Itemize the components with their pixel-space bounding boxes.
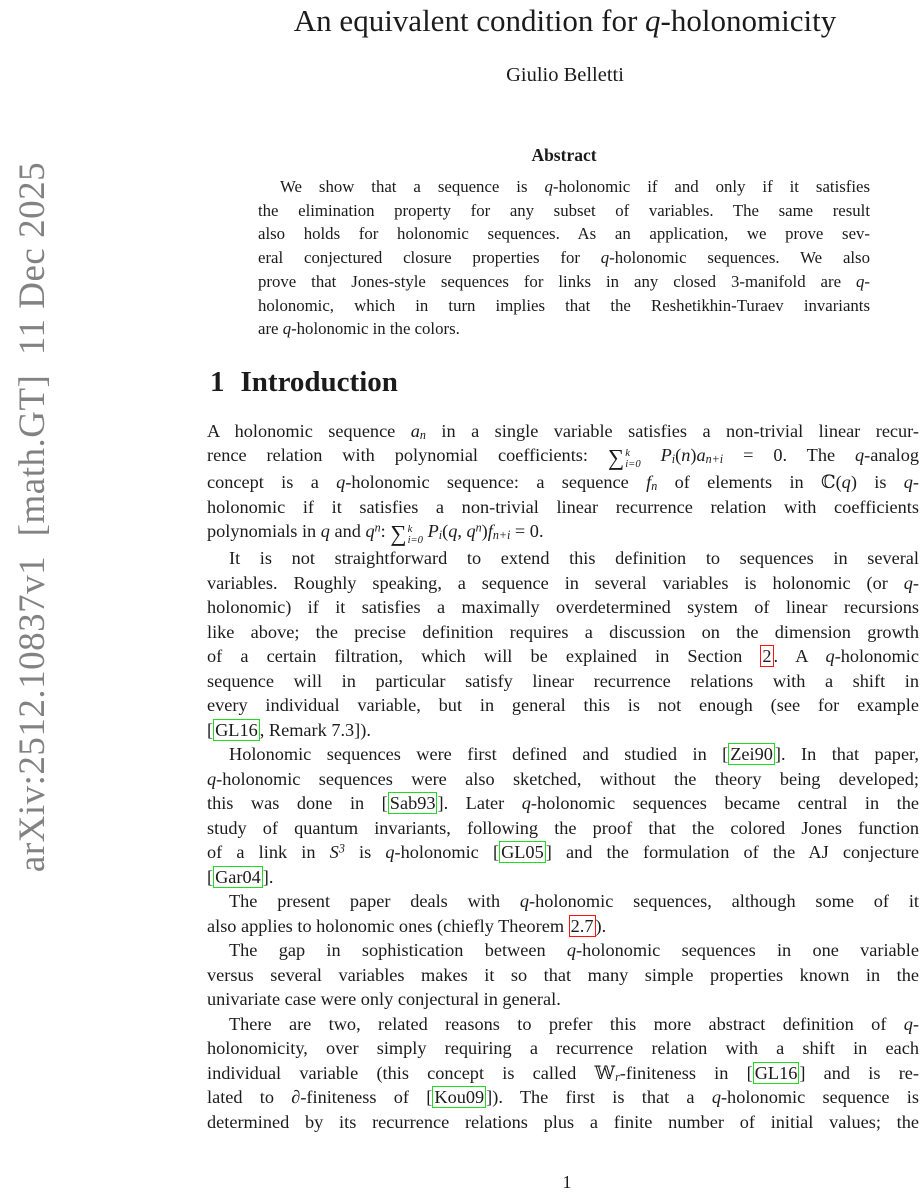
math-script: i: [671, 452, 676, 467]
page-number: 1: [562, 1172, 572, 1192]
math-variable: q: [448, 521, 458, 542]
text-line: There are two, related reasons to prefer this more abstract definition of q-: [229, 1013, 919, 1034]
text-line: this was done in [ Sab93 ]. Later q-holonomic sequences became central in the: [207, 793, 919, 814]
citation-link[interactable]: Zei90: [730, 744, 773, 765]
text-line: [ GL16 , Remark 7.3]).: [207, 719, 371, 740]
text-line: variables. Roughly speaking, a sequence in several variables is holonomic (or q-: [207, 572, 919, 593]
abstract-heading: Abstract: [531, 145, 597, 165]
text-line: holonomicity, over simply requiring a recurrence relation with a shift in each: [207, 1038, 919, 1059]
section-title: Introduction: [240, 365, 398, 398]
text-line: polynomials in q and $q^n$: ∑ k i=0 $P_i(q$, $q^n)f_{n+i} = 0$.: [207, 520, 544, 547]
citation-link[interactable]: GL16: [215, 719, 258, 740]
summation-symbol: ∑ k i=0: [607, 445, 641, 471]
math-variable: f: [646, 472, 652, 493]
text-line: determined by its recurrence relations plus a finite number of initial values; the: [207, 1111, 919, 1132]
math-variable: a: [696, 445, 706, 466]
text-line: of a certain filtration, which will be explained in Section 2 . A q-holonomic: [207, 646, 919, 667]
text-line: We show that a sequence is q-holonomic if and only if it satisfies: [280, 177, 870, 196]
abstract-text: [258, 175, 870, 341]
text-line: The gap in sophistication between q-holonomic sequences in one variable: [229, 940, 919, 961]
summation-symbol: ∑ k i=0: [390, 521, 423, 547]
citation-link[interactable]: GL16: [754, 1062, 798, 1083]
text-line: Holonomic sequences were first defined and studied in [ Zei90 ]. In that paper,: [229, 744, 919, 765]
math-variable: q: [903, 1013, 913, 1034]
math-variable: q: [903, 472, 913, 493]
section-ref-link[interactable]: 2.7: [570, 915, 594, 936]
text-line: The present paper deals with q-holonomic sequences, although some of it: [229, 891, 919, 912]
citation-link[interactable]: Sab93: [389, 793, 436, 814]
math-variable: q: [841, 472, 851, 493]
math-variable: q: [320, 521, 330, 542]
math-variable: q: [365, 521, 375, 542]
text-line: eral conjectured closure properties for q-holonomic sequences. We also: [258, 248, 870, 268]
math-script: n+i: [492, 528, 511, 543]
citation-link[interactable]: Gar04: [215, 866, 261, 887]
paper-title: An equivalent condition for q-holonomicity: [293, 3, 837, 38]
text-line: the elimination property for any subset of variables. The same result: [258, 200, 870, 220]
text-line: concept is a q-holonomic sequence: a sequence $f_n$ of elements in ℂ(q) is q-: [207, 472, 920, 494]
math-variable: q: [856, 271, 865, 291]
paper-author: Giulio Belletti: [506, 64, 624, 86]
math-variable: q: [336, 472, 346, 493]
text-line: prove that Jones-style sequences for links in any closed 3-manifold are q-: [258, 271, 870, 291]
math-variable: q: [466, 521, 476, 542]
math-script: n: [374, 520, 381, 535]
text-line: lated to ∂-finiteness of [ Kou09 ]). The first is that a q-holonomic sequence is: [207, 1087, 919, 1108]
math-variable: q: [282, 319, 292, 339]
text-line: study of quantum invariants, following the proof that the colored Jones function: [207, 817, 919, 838]
text-line: A holonomic sequence $a_n$ in a single variable satisfies a non-trivial linear recur-: [207, 420, 919, 443]
text-line: sequence will in particular satisfy linear recurrence relations with a shift in: [207, 670, 919, 691]
text-line: versus several variables makes it so that many simple properties known in the: [207, 964, 919, 985]
math-variable: S: [329, 842, 339, 863]
math-variable: P: [427, 521, 439, 542]
text-line: [ Gar04 ].: [207, 866, 274, 887]
text-line: It is not straightforward to extend this definition to sequences in several: [229, 548, 919, 569]
math-variable: q: [544, 177, 553, 196]
text-line: of a link in $S^3$ is q-holonomic [ GL05 ] and the formulation of the AJ conjecture: [207, 841, 919, 863]
citation-link[interactable]: GL05: [501, 842, 544, 863]
math-variable: a: [410, 420, 420, 441]
math-variable: q: [825, 646, 835, 667]
text-line: holonomic if it satisfies a non-trivial linear recurrence relation with coefficients: [207, 496, 919, 517]
math-variable: q: [711, 1087, 721, 1108]
text-line: every individual variable, but in general this is not enough (see for example: [207, 695, 919, 716]
math-variable: q: [855, 445, 865, 466]
introduction-text: [207, 419, 919, 1134]
text-line: like above; the precise definition requires a discussion on the dimension growth: [207, 621, 919, 642]
citation-link[interactable]: Kou09: [434, 1087, 485, 1108]
text-line: holonomic, which in turn implies that the Reshetikhin-Turaev invariants: [258, 295, 870, 315]
math-variable: q: [207, 768, 217, 789]
paper-body-column: [207, 0, 919, 1134]
math-variable: q: [645, 3, 661, 38]
math-variable: q: [385, 842, 395, 863]
math-variable: n: [681, 445, 691, 466]
section-ref-link[interactable]: 2: [762, 646, 772, 667]
section-heading: [210, 365, 919, 399]
math-variable: q: [519, 891, 530, 912]
math-variable: f: [487, 521, 493, 542]
text-line: individual variable (this concept is called 𝕎$_r$-finiteness in [ GL16 ] and is re-: [207, 1062, 920, 1084]
math-variable: P: [660, 445, 672, 466]
text-line: also holds for holonomic sequences. As an application, we prove sev-: [258, 224, 870, 244]
section-number: 1: [210, 365, 225, 398]
math-variable: q: [600, 248, 610, 268]
abstract-section: [258, 144, 870, 341]
math-variable: q: [566, 940, 577, 961]
math-script: n: [651, 479, 658, 494]
text-line: rence relation with polynomial coefficients: ∑ k i=0 $P_i(n)a_{n+i} = 0$. The q-analog: [207, 445, 919, 471]
math-script: n+i: [705, 452, 724, 467]
math-script: n: [475, 520, 482, 535]
math-script: i: [438, 528, 443, 543]
text-line: holonomic) if it satisfies a maximally overdetermined system of linear recursions: [207, 597, 919, 618]
text-line: also applies to holonomic ones (chiefly Theorem 2.7 ).: [207, 915, 607, 936]
text-line: q-holonomic sequences were also sketched, without the theory being developed;: [207, 768, 919, 789]
text-line: univariate case were only conjectural in general.: [207, 989, 561, 1010]
math-script: 3: [338, 841, 345, 856]
math-script: r: [615, 1069, 620, 1084]
text-line: are q-holonomic in the colors.: [258, 319, 460, 339]
arxiv-watermark: arXiv:2512.10837v1 [math.GT] 11 Dec 2025: [12, 161, 53, 873]
math-variable: q: [903, 572, 913, 593]
math-script: n: [419, 428, 426, 443]
math-variable: q: [521, 793, 531, 814]
